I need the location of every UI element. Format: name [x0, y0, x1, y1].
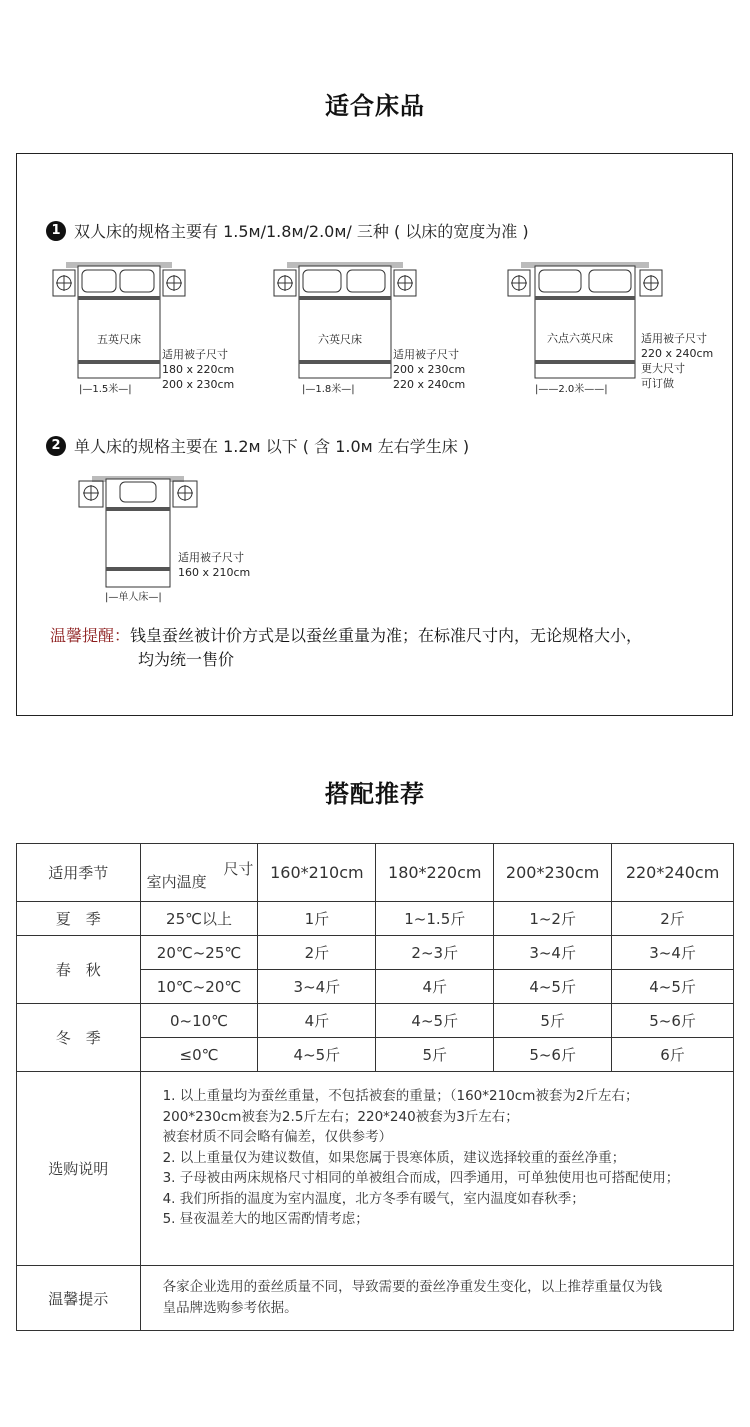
temp-cell: 20℃~25℃: [140, 936, 258, 970]
weight-cell: 2斤: [258, 936, 376, 970]
weight-cell: 5斤: [494, 1004, 612, 1038]
bed-width-dimension: |——2.0米——|: [535, 384, 608, 395]
season-cell: 冬 季: [17, 1004, 141, 1072]
quilt-size-notes: 适用被子尺寸 180 x 220cm 200 x 230cm: [162, 348, 235, 391]
bed-label: 五英尺床: [97, 333, 141, 346]
weight-cell: 3~4斤: [612, 936, 734, 970]
weight-cell: 5斤: [376, 1038, 494, 1072]
header-size-col: 220*240cm: [612, 844, 734, 902]
quilt-size-notes: 适用被子尺寸 220 x 240cm 更大尺寸 可订做: [641, 332, 714, 390]
warm-notes: 各家企业选用的蚕丝质量不同，导致需要的蚕丝净重发生变化，以上推荐重量仅为钱 皇品牌选购参考依据。: [140, 1266, 733, 1331]
double-bed-heading: [46, 219, 529, 242]
weight-cell: 4~5斤: [494, 970, 612, 1004]
header-size-col: 160*210cm: [258, 844, 376, 902]
quilt-size-notes: 适用被子尺寸 160 x 210cm: [178, 551, 251, 579]
weight-cell: 2斤: [612, 902, 734, 936]
weight-cell: 5~6斤: [494, 1038, 612, 1072]
weight-cell: 4斤: [376, 970, 494, 1004]
weight-cell: 1~2斤: [494, 902, 612, 936]
header-temp-size-corner: [140, 844, 258, 902]
weight-cell: 2~3斤: [376, 936, 494, 970]
header-size-col: 180*220cm: [376, 844, 494, 902]
bed-diagram-six-six-foot: [507, 258, 663, 388]
weight-cell: 3~4斤: [494, 936, 612, 970]
section-title-bedding: 适合床品: [325, 92, 425, 120]
table-header-row: [17, 844, 734, 902]
temp-cell: 0~10℃: [140, 1004, 258, 1038]
table-row-guide: [17, 1072, 734, 1266]
bed-width-dimension: |—单人床—|: [105, 592, 162, 603]
number-badge: 2: [46, 436, 66, 456]
weight-cell: 6斤: [612, 1038, 734, 1072]
weight-cell: 1~1.5斤: [376, 902, 494, 936]
table-row: [17, 936, 734, 970]
table-row-warm: [17, 1266, 734, 1331]
header-temp: 室内温度: [146, 873, 207, 891]
season-cell: 夏 季: [17, 902, 141, 936]
temp-cell: 25℃以上: [140, 902, 258, 936]
weight-cell: 4~5斤: [258, 1038, 376, 1072]
section-title-recommendation: 搭配推荐: [325, 780, 425, 808]
header-season: 适用季节: [17, 844, 141, 902]
weight-cell: 4~5斤: [612, 970, 734, 1004]
weight-cell: 5~6斤: [612, 1004, 734, 1038]
tip-text: 钱皇蚕丝被计价方式是以蚕丝重量为准；在标准尺寸内，无论规格大小，: [130, 626, 643, 645]
quilt-size-notes: 适用被子尺寸 200 x 230cm 220 x 240cm: [393, 348, 466, 391]
weight-cell: 1斤: [258, 902, 376, 936]
bed-width-dimension: |—1.8米—|: [302, 384, 355, 395]
bed-width-dimension: |—1.5米—|: [79, 384, 132, 395]
temp-cell: 10℃~20℃: [140, 970, 258, 1004]
table-row: [17, 1004, 734, 1038]
header-size: 尺寸: [223, 860, 254, 878]
bed-label: 六英尺床: [318, 333, 362, 346]
weight-cell: 3~4斤: [258, 970, 376, 1004]
weight-cell: 4~5斤: [376, 1004, 494, 1038]
table-row: [17, 902, 734, 936]
warm-label: 温馨提示: [17, 1266, 141, 1331]
recommendation-table: [16, 843, 734, 1331]
guide-label: 选购说明: [17, 1072, 141, 1266]
pricing-tip: [50, 624, 642, 672]
tip-text-continued: 均为统一售价: [138, 650, 235, 669]
guide-notes: 1. 以上重量均为蚕丝重量，不包括被套的重量；（160*210cm被套为2斤左右； 200*230cm被套为2.5斤左右；220*240被套为3斤左右； 被套材质不同会略有偏差，仅供参考） 2. 以上重量仅为建议数值，如果您属于畏寒体质，建议选择较重的蚕丝净重； 3. 子母被由两床规格尺寸相同的单被组合而成，四季通用，可单独使用也可搭配使用； 4. 我们所指的温度为室内温度，北方冬季有暖气，室内温度如春秋季； 5. 昼夜温差大的地区需酌情考虑；: [140, 1072, 733, 1266]
season-cell: 春 秋: [17, 936, 141, 1004]
weight-cell: 4斤: [258, 1004, 376, 1038]
single-bed-heading-text: 单人床的规格主要在 1.2м 以下 ( 含 1.0м 左右学生床 ): [74, 437, 470, 456]
single-bed-heading: [46, 434, 469, 457]
temp-cell: ≤0℃: [140, 1038, 258, 1072]
bed-label: 六点六英尺床: [547, 332, 613, 345]
tip-label: 温馨提醒：: [50, 626, 131, 645]
header-size-col: 200*230cm: [494, 844, 612, 902]
double-bed-heading-text: 双人床的规格主要有 1.5м/1.8м/2.0м/ 三种 ( 以床的宽度为准 ): [74, 222, 529, 241]
number-badge: 1: [46, 221, 66, 241]
